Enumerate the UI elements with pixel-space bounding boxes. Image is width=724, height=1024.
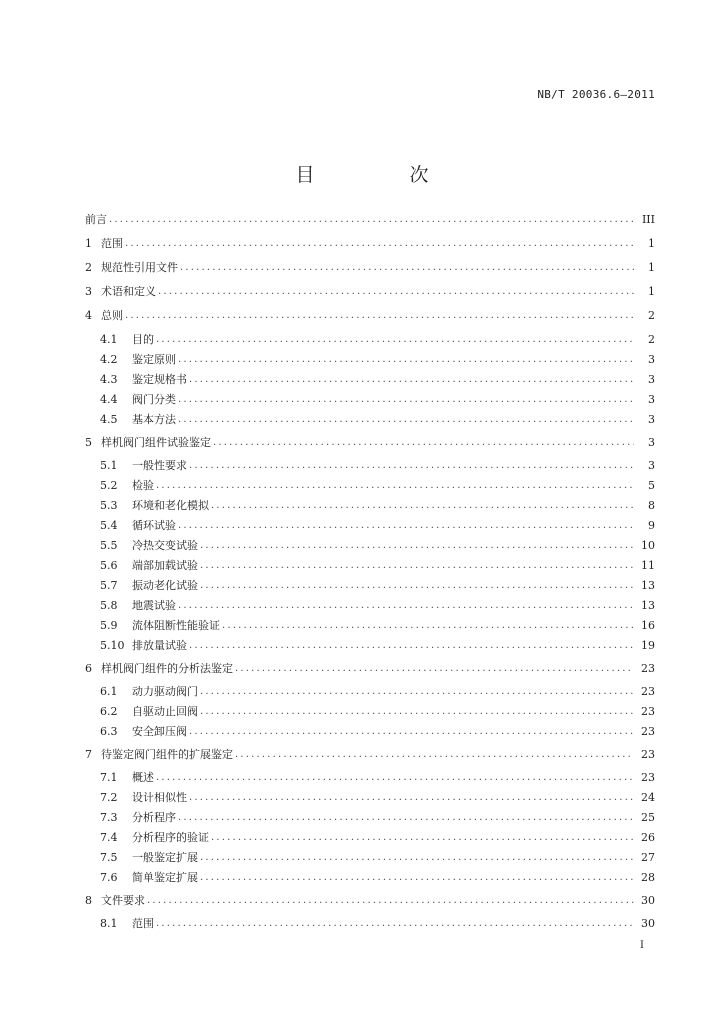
toc-leader-dots — [147, 893, 634, 909]
toc-entry[interactable] — [100, 870, 655, 886]
toc-entry-label: 检验 — [132, 479, 154, 492]
toc-entry-label: 术语和定义 — [101, 285, 156, 298]
toc-entry-page: 28 — [641, 871, 655, 884]
toc-entry[interactable] — [100, 458, 655, 474]
toc-leader-dots — [109, 212, 634, 228]
toc-entry[interactable] — [100, 850, 655, 866]
toc-entry[interactable] — [100, 412, 655, 428]
toc-entry-page: 23 — [641, 685, 655, 698]
toc-entry-label: 前言 — [85, 213, 107, 226]
toc-entry-page: 27 — [641, 851, 655, 864]
toc-entry-label: 端部加载试验 — [132, 559, 198, 572]
toc-entry-number: 7.2 — [100, 791, 118, 804]
toc-entry[interactable] — [85, 284, 655, 300]
toc-entry-page: 9 — [648, 519, 655, 532]
toc-entry-number: 6.1 — [100, 685, 118, 698]
toc-entry-number: 7 — [85, 748, 92, 761]
toc-entry-page: 23 — [641, 771, 655, 784]
toc-entry-label: 样机阀门组件试验鉴定 — [101, 436, 211, 449]
toc-entry-label: 安全卸压阀 — [132, 725, 187, 738]
toc-entry-number: 4.3 — [100, 373, 118, 386]
toc-entry[interactable] — [100, 810, 655, 826]
toc-entry-label: 地震试验 — [132, 599, 176, 612]
toc-leader-dots — [235, 747, 634, 763]
toc-leader-dots — [200, 558, 634, 574]
toc-entry-label: 一般性要求 — [132, 459, 187, 472]
page-number: I — [640, 940, 644, 951]
toc-entry-label: 概述 — [132, 771, 154, 784]
toc-entry-number: 5.9 — [100, 619, 118, 632]
toc-entry-label: 设计相似性 — [132, 791, 187, 804]
toc-entry[interactable] — [100, 638, 655, 654]
toc-entry-number: 4.5 — [100, 413, 118, 426]
toc-entry-number: 7.5 — [100, 851, 118, 864]
toc-leader-dots — [158, 284, 634, 300]
toc-leader-dots — [178, 352, 634, 368]
toc-entry-page: 16 — [641, 619, 655, 632]
toc-entry-page: 2 — [648, 309, 655, 322]
toc-entry[interactable] — [85, 212, 655, 228]
toc-entry-page: 24 — [641, 791, 655, 804]
toc-entry-label: 范围 — [101, 237, 123, 250]
toc-entry-number: 5.2 — [100, 479, 118, 492]
toc-entry-page: 23 — [641, 725, 655, 738]
toc-entry-label: 自驱动止回阀 — [132, 705, 198, 718]
toc-entry-page: 19 — [641, 639, 655, 652]
toc-entry-number: 5.10 — [100, 639, 125, 652]
toc-leader-dots — [189, 724, 634, 740]
toc-leader-dots — [180, 260, 634, 276]
toc-entry-label: 简单鉴定扩展 — [132, 871, 198, 884]
toc-entry[interactable] — [100, 498, 655, 514]
toc-entry-page: 2 — [648, 333, 655, 346]
toc-entry-page: 3 — [648, 373, 655, 386]
toc-entry-page: 30 — [641, 894, 655, 907]
toc-entry-label: 排放量试验 — [132, 639, 187, 652]
toc-entry-page: 5 — [648, 479, 655, 492]
toc-entry[interactable] — [100, 518, 655, 534]
toc-entry-number: 5 — [85, 436, 92, 449]
toc-entry[interactable] — [85, 893, 655, 909]
toc-entry-number: 7.4 — [100, 831, 118, 844]
toc-entry-page: 3 — [648, 393, 655, 406]
toc-entry-label: 流体阻断性能验证 — [132, 619, 220, 632]
toc-entry-number: 1 — [85, 237, 92, 250]
toc-entry-label: 动力驱动阀门 — [132, 685, 198, 698]
toc-entry-label: 样机阀门组件的分析法鉴定 — [101, 662, 233, 675]
toc-entry-page: 10 — [641, 539, 655, 552]
toc-entry-page: 11 — [641, 559, 655, 572]
toc-leader-dots — [200, 578, 634, 594]
toc-entry[interactable] — [100, 538, 655, 554]
toc-entry-page: 26 — [641, 831, 655, 844]
toc-leader-dots — [125, 308, 634, 324]
toc-entry-page: 13 — [641, 579, 655, 592]
toc-entry-number: 7.3 — [100, 811, 118, 824]
toc-entry-number: 5.6 — [100, 559, 118, 572]
toc-entry[interactable] — [100, 598, 655, 614]
toc-leader-dots — [211, 830, 634, 846]
toc-leader-dots — [178, 392, 634, 408]
toc-entry-number: 4.2 — [100, 353, 118, 366]
toc-entry-label: 循环试验 — [132, 519, 176, 532]
toc-entry-page: 30 — [641, 917, 655, 930]
toc-entry-number: 2 — [85, 261, 92, 274]
toc-entry[interactable] — [100, 558, 655, 574]
toc-entry[interactable] — [85, 435, 655, 451]
toc-entry-number: 7.1 — [100, 771, 118, 784]
toc-entry-number: 8 — [85, 894, 92, 907]
toc-entry-number: 7.6 — [100, 871, 118, 884]
toc-leader-dots — [156, 332, 634, 348]
toc-leader-dots — [156, 478, 634, 494]
toc-leader-dots — [178, 598, 634, 614]
toc-leader-dots — [200, 704, 634, 720]
toc-entry-page: 1 — [648, 285, 655, 298]
toc-entry-page: 25 — [641, 811, 655, 824]
toc-entry-label: 鉴定原则 — [132, 353, 176, 366]
toc-leader-dots — [200, 870, 634, 886]
toc-entry[interactable] — [100, 724, 655, 740]
toc-entry-page: 1 — [648, 237, 655, 250]
toc-entry[interactable] — [100, 830, 655, 846]
toc-entry[interactable] — [100, 684, 655, 700]
toc-entry-label: 一般鉴定扩展 — [132, 851, 198, 864]
toc-leader-dots — [200, 538, 634, 554]
toc-entry[interactable] — [100, 704, 655, 720]
toc-entry-page: 23 — [641, 748, 655, 761]
toc-leader-dots — [178, 810, 634, 826]
toc-entry-label: 文件要求 — [101, 894, 145, 907]
toc-leader-dots — [156, 770, 634, 786]
toc-entry-number: 5.5 — [100, 539, 118, 552]
toc-entry-page: 23 — [641, 662, 655, 675]
toc-entry[interactable] — [100, 578, 655, 594]
toc-entry-number: 8.1 — [100, 917, 118, 930]
toc-entry-label: 分析程序的验证 — [132, 831, 209, 844]
toc-leader-dots — [235, 661, 634, 677]
toc-entry-label: 环境和老化模拟 — [132, 499, 209, 512]
toc-entry-number: 4.1 — [100, 333, 118, 346]
toc-leader-dots — [222, 618, 634, 634]
toc-leader-dots — [189, 638, 634, 654]
toc-entry[interactable] — [85, 236, 655, 252]
toc-entry[interactable] — [85, 747, 655, 763]
toc-entry-page: III — [641, 213, 655, 226]
toc-entry[interactable] — [100, 372, 655, 388]
toc-entry-label: 总则 — [101, 309, 123, 322]
toc-entry[interactable] — [100, 770, 655, 786]
toc-entry-page: 3 — [648, 459, 655, 472]
toc-entry-label: 范围 — [132, 917, 154, 930]
toc-leader-dots — [200, 684, 634, 700]
toc-leader-dots — [189, 458, 634, 474]
toc-entry[interactable] — [100, 618, 655, 634]
toc-entry-number: 5.4 — [100, 519, 118, 532]
toc-entry[interactable] — [100, 916, 655, 932]
toc-leader-dots — [200, 850, 634, 866]
toc-leader-dots — [189, 372, 634, 388]
toc-leader-dots — [213, 435, 634, 451]
toc-entry[interactable] — [100, 790, 655, 806]
page-title: 目 次 — [295, 164, 467, 186]
toc-entry[interactable] — [100, 392, 655, 408]
toc-entry-number: 6.2 — [100, 705, 118, 718]
toc-entry-page: 3 — [648, 413, 655, 426]
toc-entry-number: 5.8 — [100, 599, 118, 612]
toc-entry-label: 目的 — [132, 333, 154, 346]
toc-entry-page: 1 — [648, 261, 655, 274]
toc-entry[interactable] — [100, 478, 655, 494]
toc-entry-label: 鉴定规格书 — [132, 373, 187, 386]
toc-entry-number: 6 — [85, 662, 92, 675]
toc-entry-number: 6.3 — [100, 725, 118, 738]
toc-entry-page: 3 — [648, 353, 655, 366]
toc-entry-label: 分析程序 — [132, 811, 176, 824]
toc-entry[interactable] — [85, 308, 655, 324]
toc-entry-number: 5.3 — [100, 499, 118, 512]
toc-entry-number: 5.1 — [100, 459, 118, 472]
toc-entry-number: 3 — [85, 285, 92, 298]
toc-leader-dots — [125, 236, 634, 252]
toc-entry-label: 冷热交变试验 — [132, 539, 198, 552]
standard-code: NB/T 20036.6—2011 — [537, 88, 655, 101]
toc-leader-dots — [211, 498, 634, 514]
toc-entry-label: 规范性引用文件 — [101, 261, 178, 274]
toc-entry[interactable] — [100, 332, 655, 348]
toc-entry-label: 待鉴定阀门组件的扩展鉴定 — [101, 748, 233, 761]
toc-leader-dots — [156, 916, 634, 932]
toc-leader-dots — [178, 518, 634, 534]
toc-entry-page: 13 — [641, 599, 655, 612]
toc-leader-dots — [189, 790, 634, 806]
toc-entry-page: 8 — [648, 499, 655, 512]
toc-entry-label: 阀门分类 — [132, 393, 176, 406]
toc-entry[interactable] — [100, 352, 655, 368]
toc-entry-number: 4.4 — [100, 393, 118, 406]
toc-entry-page: 23 — [641, 705, 655, 718]
toc-entry-label: 基本方法 — [132, 413, 176, 426]
toc-entry-number: 5.7 — [100, 579, 118, 592]
toc-entry-page: 3 — [648, 436, 655, 449]
toc-entry-label: 振动老化试验 — [132, 579, 198, 592]
toc-entry[interactable] — [85, 260, 655, 276]
toc-entry-number: 4 — [85, 309, 92, 322]
toc-entry[interactable] — [85, 661, 655, 677]
toc-leader-dots — [178, 412, 634, 428]
